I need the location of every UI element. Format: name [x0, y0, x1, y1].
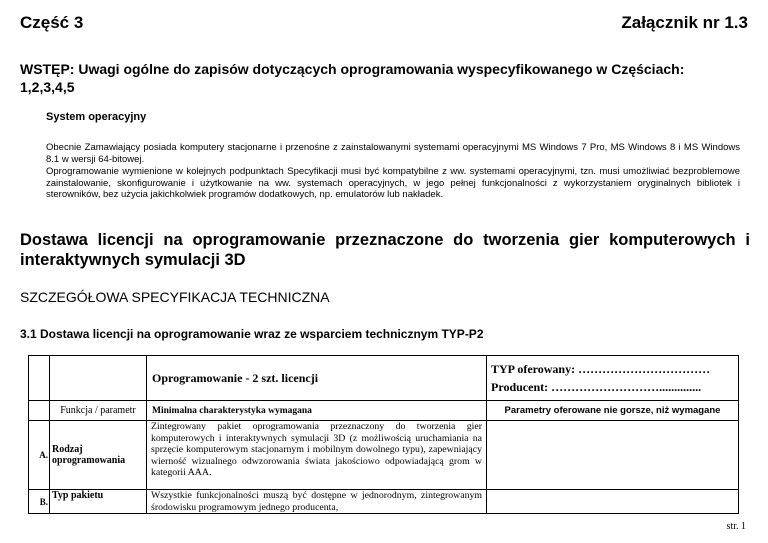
row-letter: B. — [29, 490, 50, 514]
col-min: Minimalna charakterystyka wymagana — [147, 401, 487, 421]
row-description: Zintegrowany pakiet oprogramowania przeznaczony do tworzenia gier komputerowych i interaktywnych symulacji 3D (z możliwością uruchamiania na sprzęcie komputerowym stacjonarnym i mobilnym dowolnego typu), zapewniający wierność wizualnego odwzorowania świata jakościowo odpowiadającą grom w kategorii AAA. — [147, 421, 487, 490]
intro-paragraph-1: Obecnie Zamawiający posiada komputery stacjonarne i przenośne z zainstalowanymi systemami operacyjnymi MS Windows 7 Pro, MS Windows 8 i MS Windows 8.1 w wersji 64-bitowej. — [46, 142, 740, 165]
annex-label: Załącznik nr 1.3 — [621, 13, 748, 32]
table-header-row — [29, 356, 739, 401]
typ-offered-field[interactable]: TYP oferowany: …………………………… — [491, 362, 711, 376]
main-title: Dostawa licencji na oprogramowanie przeznaczone do tworzenia gier komputerowych i interaktywnych symulacji 3D — [20, 231, 750, 269]
producer-field[interactable]: Producent: ……………………….............. — [491, 380, 702, 394]
spec-heading: SZCZEGÓŁOWA SPECYFIKACJA TECHNICZNA — [20, 289, 330, 305]
software-cell: Oprogramowanie - 2 szt. licencji — [147, 356, 487, 401]
row-description: Wszystkie funkcjonalności muszą być dostępne w jednorodnym, zintegrowanym środowisku programowym jednego producenta, — [147, 490, 487, 514]
part-label: Część 3 — [20, 13, 84, 32]
col-offered: Parametry oferowane nie gorsze, niż wymagane — [487, 401, 739, 421]
table-columns-row — [29, 401, 739, 421]
row-letter: A. — [29, 421, 50, 490]
spec-table — [28, 355, 739, 514]
page-number: str. 1 — [726, 521, 746, 532]
intro-text — [46, 142, 740, 201]
row-name: Typ pakietu — [50, 490, 147, 514]
intro-paragraph-2: Oprogramowanie wymienione w kolejnych podpunktach Specyfikacji musi być kompatybilne z ww. systemami operacyjnymi, tzn. musi umożliwiać bezproblemowe zainstalowanie, skonfigurowanie i użytkowanie na ww. systemach operacyjnych, w jego pełnej funkcjonalności z wykorzystaniem oryginalnych bibliotek i sterowników, bez użycia jakichkolwiek programów dodatkowych, np. emulatorów lub nakładek. — [46, 166, 740, 200]
os-heading: System operacyjny — [46, 111, 147, 123]
row-offered-input[interactable] — [487, 421, 739, 490]
offer-cell — [487, 356, 739, 401]
col-function: Funkcja / parametr — [50, 401, 147, 421]
section-title: 3.1 Dostawa licencji na oprogramowanie wraz ze wsparciem technicznym TYP-P2 — [20, 327, 484, 341]
table-row — [29, 490, 739, 514]
row-offered-input[interactable] — [487, 490, 739, 514]
intro-title: WSTĘP: Uwagi ogólne do zapisów dotyczących oprogramowania wyspecyfikowanego w Częściach: 1,2,3,4,5 — [20, 61, 685, 95]
row-name: Rodzaj oprogramowania — [50, 421, 147, 490]
table-row — [29, 421, 739, 490]
